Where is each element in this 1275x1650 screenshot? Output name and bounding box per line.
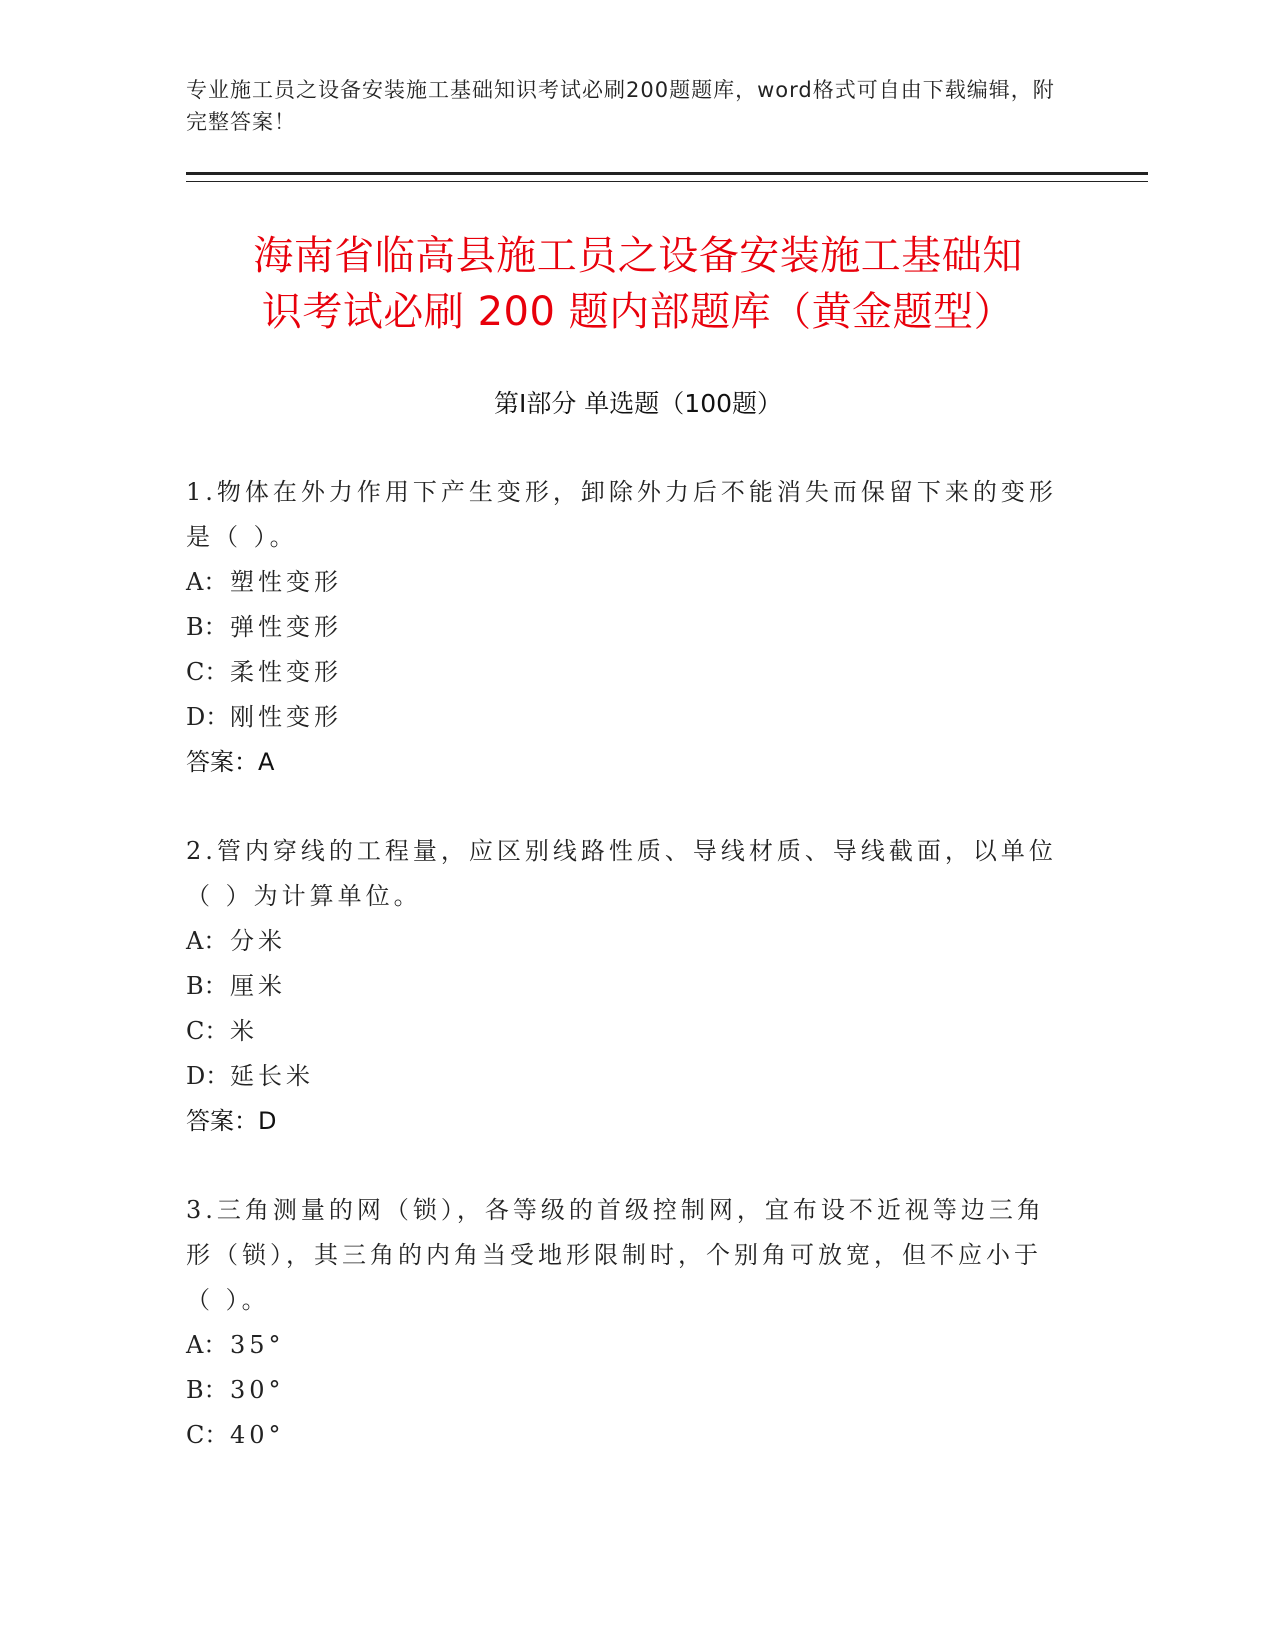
question-list (186, 470, 1066, 1502)
option-text: 刚性变形 (230, 703, 342, 731)
option-text: 延长米 (230, 1062, 314, 1090)
header-rule-thick (186, 172, 1148, 175)
option-text: 厘米 (230, 972, 286, 1000)
header-rule-thin (186, 181, 1148, 182)
option-text: 40° (230, 1421, 285, 1449)
question-3 (186, 1188, 1066, 1458)
option-text: 35° (230, 1331, 285, 1359)
option-key: B： (186, 972, 228, 1000)
option-key: C： (186, 1421, 229, 1449)
option-text: 米 (230, 1017, 258, 1045)
option-key: A： (186, 1331, 228, 1359)
option-c (186, 1413, 1066, 1458)
option-b (186, 1368, 1066, 1413)
option-a (186, 919, 1066, 964)
header-note: 专业施工员之设备安装施工基础知识考试必刷200题题库，word格式可自由下载编辑，附完整答案！ (186, 78, 1055, 134)
option-text: 柔性变形 (230, 658, 342, 686)
question-stem: 1.物体在外力作用下产生变形，卸除外力后不能消失而保留下来的变形是（ ）。 (186, 478, 1057, 551)
option-c (186, 1009, 1066, 1054)
option-d (186, 1054, 1066, 1099)
option-key: D： (186, 703, 230, 731)
option-key: B： (186, 1376, 228, 1404)
option-key: A： (186, 568, 228, 596)
answer: 答案：D (186, 1107, 277, 1135)
option-key: C： (186, 1017, 229, 1045)
document-title (186, 228, 1090, 340)
answer: 答案：A (186, 748, 275, 776)
question-stem: 3.三角测量的网（锁），各等级的首级控制网，宜布设不近视等边三角形（锁），其三角的内角当受地形限制时，个别角可放宽，但不应小于（ ）。 (186, 1196, 1045, 1314)
option-key: A： (186, 927, 228, 955)
option-text: 30° (230, 1376, 285, 1404)
option-a (186, 1323, 1066, 1368)
option-key: D： (186, 1062, 230, 1090)
option-c (186, 650, 1066, 695)
option-d (186, 695, 1066, 740)
option-text: 弹性变形 (230, 613, 342, 641)
option-b (186, 605, 1066, 650)
option-b (186, 964, 1066, 1009)
section-heading: 第Ⅰ部分 单选题（100题） (493, 389, 783, 418)
option-text: 塑性变形 (230, 568, 342, 596)
question-2 (186, 829, 1066, 1144)
title-line-1: 海南省临高县施工员之设备安装施工基础知 (253, 233, 1023, 279)
option-a (186, 560, 1066, 605)
option-key: B： (186, 613, 228, 641)
option-key: C： (186, 658, 229, 686)
question-1 (186, 470, 1066, 785)
question-stem: 2.管内穿线的工程量，应区别线路性质、导线材质、导线截面，以单位（ ）为计算单位。 (186, 837, 1057, 910)
title-line-2: 识考试必刷 200 题内部题库（黄金题型） (261, 289, 1015, 335)
option-text: 分米 (230, 927, 286, 955)
